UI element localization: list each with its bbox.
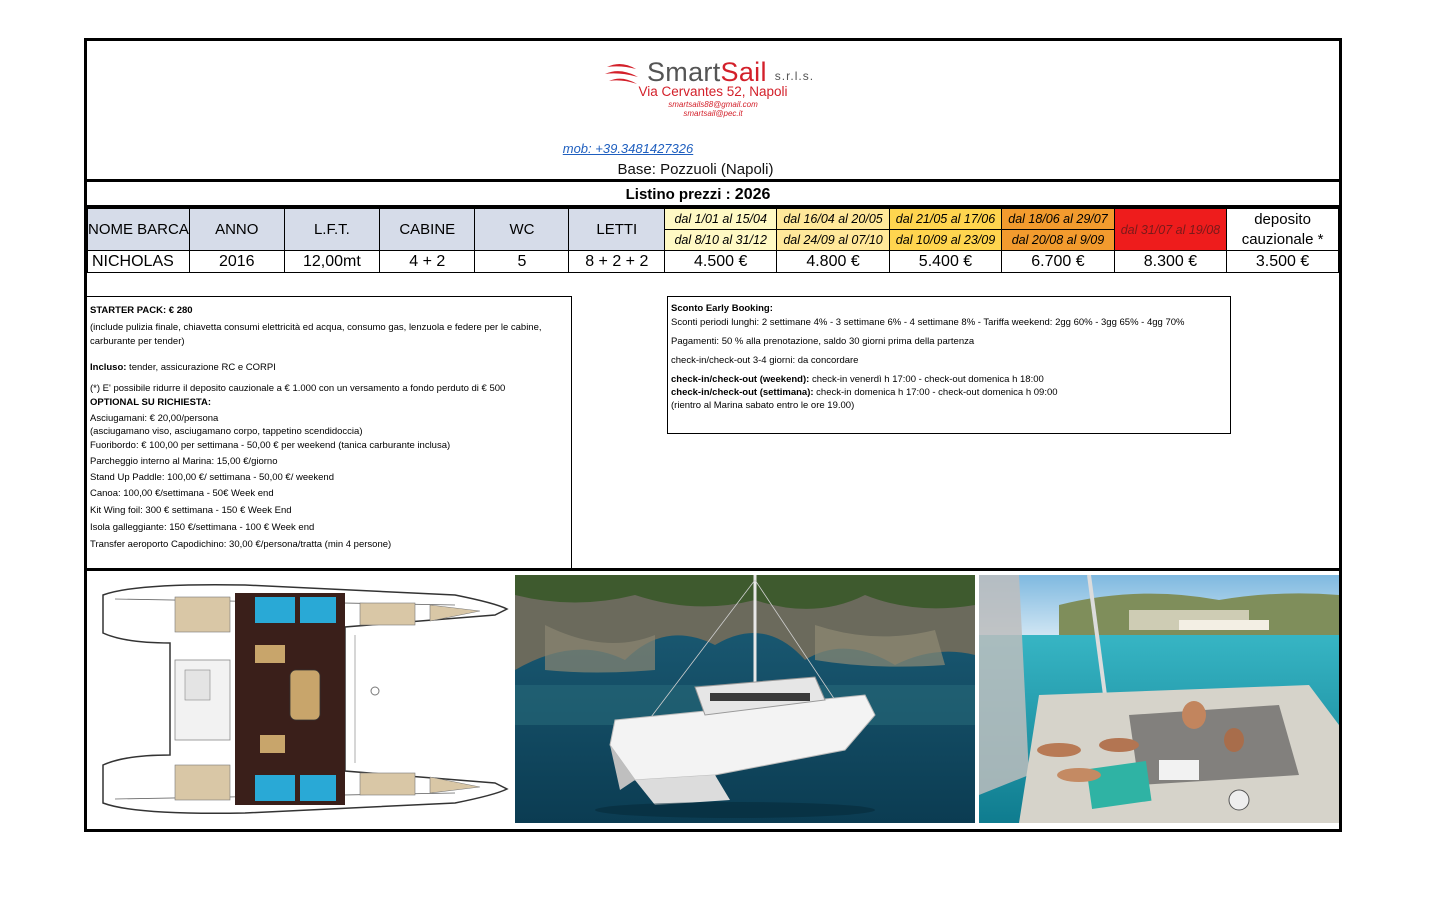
boat-name: NICHOLAS xyxy=(88,251,190,273)
boat-beds: 8 + 2 + 2 xyxy=(569,251,665,273)
col-header-name: NOME BARCA xyxy=(88,209,190,251)
col-header-lft: L.F.T. xyxy=(284,209,379,251)
incluso-text: tender, assicurazione RC e CORPI xyxy=(126,362,276,374)
deck-plan-image xyxy=(95,575,515,823)
email-pec[interactable]: smartsail@pec.it xyxy=(683,109,743,118)
mobile-link[interactable]: mob: +39.3481427326 xyxy=(562,141,694,156)
company-name: SmartSail xyxy=(647,57,767,87)
optional-item: Parcheggio interno al Marina: 15,00 €/giorno xyxy=(90,455,278,467)
period-2b: dal 24/09 al 07/10 xyxy=(777,230,889,251)
period-3b: dal 10/09 al 23/09 xyxy=(889,230,1001,251)
period-2a: dal 16/04 al 20/05 xyxy=(777,209,889,230)
weekend-text: check-in venerdì h 17:00 - check-out domenica h 18:00 xyxy=(809,374,1044,385)
boat-lft: 12,00mt xyxy=(284,251,379,273)
early-booking-title: Sconto Early Booking: xyxy=(671,303,773,314)
price-period-3: 5.400 € xyxy=(889,251,1001,273)
optional-item: Isola galleggiante: 150 €/settimana - 100 € Week end xyxy=(90,521,315,533)
starter-pack-desc: (include pulizia finale, chiavetta consumi elettricità ed acqua, consumo gas, lenzuola e federe per le cabine, carburante per tender) xyxy=(90,321,542,347)
optional-item: Transfer aeroporto Capodichino: 30,00 €/persona/tratta (min 4 persone) xyxy=(90,538,392,550)
optional-item: Canoa: 100,00 €/settimana - 50€ Week end xyxy=(90,488,274,500)
deposit-header-line2: cauzionale * xyxy=(1241,230,1324,248)
period-1a: dal 1/01 al 15/04 xyxy=(665,209,777,230)
deposit-note: (*) E' possibile ridurre il deposito cauzionale a € 1.000 con un versamento a fondo perduto di € 500 xyxy=(90,383,506,395)
col-header-deposit xyxy=(1227,209,1339,251)
marina-note: (rientro al Marina sabato entro le ore 19.00) xyxy=(671,400,855,411)
period-4a: dal 18/06 al 29/07 xyxy=(1002,209,1114,230)
photos-row xyxy=(87,568,1339,829)
price-list-title: Listino prezzi : 2026 xyxy=(87,182,1339,208)
deck-people-photo xyxy=(979,575,1339,823)
price-period-4: 6.700 € xyxy=(1002,251,1114,273)
price-period-5: 8.300 € xyxy=(1114,251,1226,273)
col-header-year: ANNO xyxy=(189,209,284,251)
price-period-2: 4.800 € xyxy=(777,251,889,273)
incluso-label: Incluso: xyxy=(90,362,127,374)
period-4b: dal 20/08 al 9/09 xyxy=(1002,230,1114,251)
price-list-year: 2026 xyxy=(734,186,771,203)
optional-item: (asciugamano viso, asciugamano corpo, tappetino scendidoccia) xyxy=(90,426,363,438)
period-1b: dal 8/10 al 31/12 xyxy=(665,230,777,251)
optional-title: OPTIONAL SU RICHIESTA: xyxy=(90,396,212,408)
week-label: check-in/check-out (settimana): xyxy=(671,387,814,398)
table-row xyxy=(88,251,1339,273)
col-header-cabins: CABINE xyxy=(380,209,475,251)
price-table xyxy=(87,208,1339,273)
long-periods-discount: Sconti periodi lunghi: 2 settimane 4% - 3 settimane 6% - 4 settimane 8% - Tariffa weekend: 2gg 60% - 3gg 65% - 4gg 70% xyxy=(671,317,1185,328)
period-5: dal 31/07 al 19/08 xyxy=(1114,209,1226,251)
col-header-wc: WC xyxy=(475,209,569,251)
base-location: Base: Pozzuoli (Napoli) xyxy=(617,161,774,178)
price-period-1: 4.500 € xyxy=(665,251,777,273)
weekend-label: check-in/check-out (weekend): xyxy=(671,374,810,385)
optional-item: Stand Up Paddle: 100,00 €/ settimana - 50,00 €/ weekend xyxy=(90,471,334,483)
col-header-beds: LETTI xyxy=(569,209,665,251)
header xyxy=(87,41,1339,182)
boat-cabins: 4 + 2 xyxy=(380,251,475,273)
starter-pack-box xyxy=(87,296,572,569)
optional-item: Kit Wing foil: 300 € settimana - 150 € Week End xyxy=(90,505,292,517)
price-list-label: Listino prezzi xyxy=(625,186,722,203)
deposit-header-line1: deposito xyxy=(1254,210,1311,228)
payments-info: Pagamenti: 50 % alla prenotazione, saldo 30 giorni prima della partenza xyxy=(671,336,975,347)
company-logo xyxy=(605,53,814,87)
boat-year: 2016 xyxy=(189,251,284,273)
booking-info-box xyxy=(667,296,1231,434)
catamaran-photo xyxy=(515,575,975,823)
deposit-value: 3.500 € xyxy=(1227,251,1339,273)
period-3a: dal 21/05 al 17/06 xyxy=(889,209,1001,230)
checkin-short-info: check-in/check-out 3-4 giorni: da concordare xyxy=(671,355,859,366)
week-text: check-in domenica h 17:00 - check-out domenica h 09:00 xyxy=(813,387,1058,398)
optional-item: Asciugamani: € 20,00/persona xyxy=(90,412,219,424)
starter-pack-title: STARTER PACK: € 280 xyxy=(90,305,193,316)
price-sheet xyxy=(84,38,1342,832)
company-address: Via Cervantes 52, Napoli xyxy=(638,84,788,99)
optional-item: Fuoribordo: € 100,00 per settimana - 50,00 € per weekend (tanica carburante inclusa) xyxy=(90,440,451,452)
boat-wc: 5 xyxy=(475,251,569,273)
company-suffix: s.r.l.s. xyxy=(774,69,815,83)
email-primary[interactable]: smartsails88@gmail.com xyxy=(668,100,758,109)
